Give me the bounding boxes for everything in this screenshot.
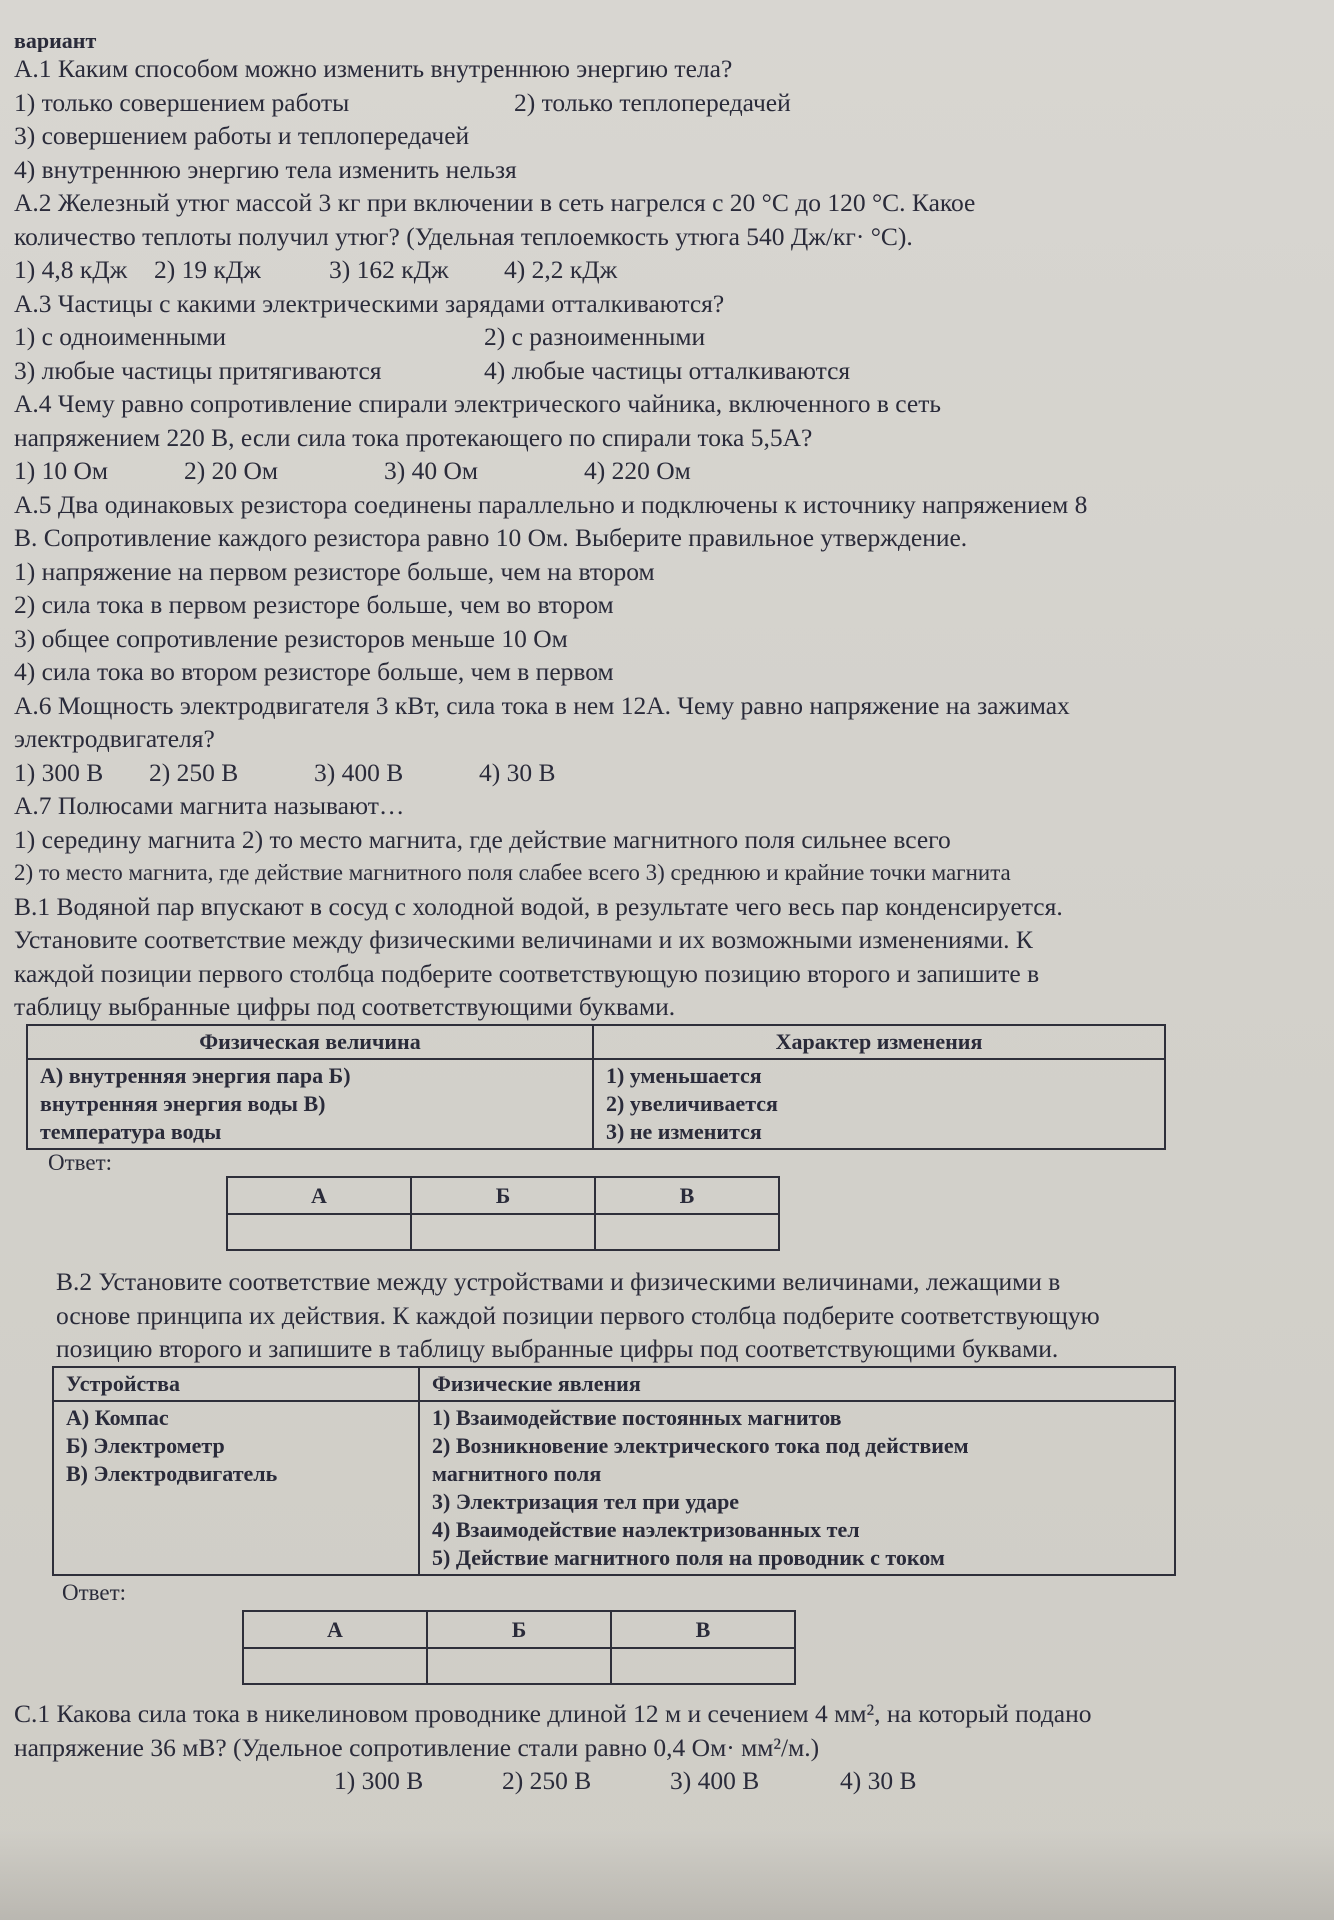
c1-option-4: 4) 30 В: [840, 1766, 917, 1795]
a7-options-line1: 1) середину магнита 2) то место магнита, где действие магнитного поля сильнее всего: [14, 824, 951, 854]
b2-left-2: Б) Электрометр: [66, 1432, 225, 1458]
b1-answer-label: Ответ:: [48, 1149, 113, 1175]
b2-right-2b: магнитного поля: [432, 1460, 602, 1486]
a5-option-1: 1) напряжение на первом резисторе больше, чем на втором: [14, 556, 655, 586]
a2-option-1: 1) 4,8 кДж: [14, 255, 128, 284]
b1-table-body-row: [27, 1059, 1165, 1149]
b2-table-body-row: [53, 1401, 1175, 1575]
page-shadow: [0, 1830, 1334, 1920]
c1-option-2: 2) 250 В: [502, 1766, 592, 1795]
b1-answer-col-c: В: [595, 1177, 779, 1215]
b2-matching-table: [52, 1366, 1176, 1576]
b1-answer-col-b: Б: [411, 1177, 595, 1215]
question-c1-line2: напряжение 36 мВ? (Удельное сопротивление стали равно 0,4 Ом· мм²/м.): [14, 1732, 820, 1762]
b2-answer-col-c: В: [611, 1611, 795, 1649]
a5-option-4: 4) сила тока во втором резисторе больше, чем в первом: [14, 657, 614, 686]
a2-option-2: 2) 19 кДж: [154, 255, 261, 284]
question-a6-line2: электродвигателя?: [14, 724, 215, 753]
question-b1-line4: таблицу выбранные цифры под соответствующими буквами.: [14, 992, 676, 1021]
a6-option-3: 3) 400 В: [314, 757, 404, 787]
a6-option-4: 4) 30 В: [479, 757, 556, 787]
question-b1-line2: Установите соответствие между физическими величинами и их возможными изменениями. К: [14, 925, 1033, 954]
question-a4-line1: А.4 Чему равно сопротивление спирали электрического чайника, включенного в сеть: [14, 389, 941, 418]
b1-right-cell: [593, 1059, 1165, 1149]
b1-left-line2: внутренняя энергия воды В): [40, 1090, 326, 1116]
a4-option-3: 3) 40 Ом: [384, 456, 479, 485]
b2-left-3: В) Электродвигатель: [66, 1460, 278, 1486]
a5-option-2: 2) сила тока в первом резисторе больше, чем во втором: [14, 590, 614, 619]
a1-options-row1: [14, 86, 1254, 120]
question-a3: А.3 Частицы с какими электрическими зарядами отталкиваются?: [14, 288, 725, 318]
b2-answer-col-a: А: [243, 1611, 427, 1649]
b2-answer-input-row: [243, 1648, 795, 1684]
a3-option-2: 2) с разноименными: [484, 322, 706, 351]
a3-option-4: 4) любые частицы отталкиваются: [484, 355, 851, 385]
b2-right-5: 5) Действие магнитного поля на проводник с током: [432, 1544, 945, 1570]
a3-options-row1: [14, 320, 1254, 354]
b2-right-3: 3) Электризация тел при ударе: [432, 1488, 740, 1514]
question-a6-line1: А.6 Мощность электродвигателя 3 кВт, сила тока в нем 12А. Чему равно напряжение на зажимах: [14, 690, 1070, 720]
b1-answer-input-row: [227, 1214, 779, 1250]
a4-option-1: 1) 10 Ом: [14, 456, 109, 485]
b1-right-2: 2) увеличивается: [606, 1090, 778, 1116]
b2-left-1: А) Компас: [66, 1404, 169, 1430]
a5-option-3: 3) общее сопротивление резисторов меньше 10 Ом: [14, 623, 568, 653]
a4-option-2: 2) 20 Ом: [184, 456, 279, 485]
worksheet-content: [14, 30, 1254, 1798]
b2-right-2a: 2) Возникновение электрического тока под действием: [432, 1432, 969, 1458]
a1-option-1: 1) только совершением работы: [14, 87, 350, 117]
a7-options-line2: 2) то место магнита, где действие магнитного поля слабее всего 3) среднюю и крайние точки магнита: [14, 860, 1011, 885]
b2-table-header-row: [53, 1367, 1175, 1401]
question-a7: А.7 Полюсами магнита называют…: [14, 791, 405, 820]
b2-left-cell: [53, 1401, 419, 1575]
b2-col1-header: Устройства: [53, 1367, 419, 1401]
b2-right-1: 1) Взаимодействие постоянных магнитов: [432, 1404, 842, 1430]
b2-answer-cell-a[interactable]: [243, 1648, 427, 1684]
b1-left-line3: температура воды: [40, 1118, 222, 1144]
question-b1-line3: каждой позиции первого столбца подберите соответствующую позицию второго и запишите в: [14, 958, 1040, 988]
a1-option-4: 4) внутреннюю энергию тела изменить нельзя: [14, 154, 517, 184]
question-a5-line1: А.5 Два одинаковых резистора соединены параллельно и подключены к источнику напряжением 8: [14, 489, 1088, 519]
b2-answer-col-b: Б: [427, 1611, 611, 1649]
a6-options: [14, 756, 1254, 790]
b1-col2-header: Характер изменения: [593, 1025, 1165, 1059]
b1-answer-cell-b[interactable]: [411, 1214, 595, 1250]
question-a2-line2: количество теплоты получил утюг? (Удельная теплоемкость утюга 540 Дж/кг· °С).: [14, 221, 913, 251]
b1-answer-col-a: А: [227, 1177, 411, 1215]
a4-options: [14, 454, 1254, 488]
question-b2-line2: основе принципа их действия. К каждой позиции первого столбца подберите соответствующую: [56, 1300, 1100, 1330]
a3-option-1: 1) с одноименными: [14, 322, 227, 351]
variant-header: вариант: [14, 30, 97, 52]
c1-option-3: 3) 400 В: [670, 1766, 760, 1795]
b2-answer-table: [242, 1610, 796, 1686]
question-a4-line2: напряжением 220 В, если сила тока протекающего по спирали тока 5,5А?: [14, 422, 813, 452]
question-a5-line2: В. Сопротивление каждого резистора равно 10 Ом. Выберите правильное утверждение.: [14, 523, 968, 552]
a3-options-row2: [14, 354, 1254, 388]
a1-option-2: 2) только теплопередачей: [514, 87, 791, 117]
question-b2-line3: позицию второго и запишите в таблицу выбранные цифры под соответствующими буквами.: [56, 1334, 1059, 1363]
a2-options: [14, 253, 1254, 287]
b1-answer-cell-a[interactable]: [227, 1214, 411, 1250]
a2-option-3: 3) 162 кДж: [329, 255, 449, 284]
b2-col2-header: Физические явления: [419, 1367, 1175, 1401]
b2-answer-label: Ответ:: [62, 1579, 127, 1605]
b1-table-header-row: [27, 1025, 1165, 1059]
b2-answer-header-row: [243, 1611, 795, 1649]
b1-left-cell: [27, 1059, 593, 1149]
b1-col1-header: Физическая величина: [27, 1025, 593, 1059]
c1-options: [14, 1764, 1254, 1798]
b1-right-1: 1) уменьшается: [606, 1062, 762, 1088]
a2-option-4: 4) 2,2 кДж: [504, 255, 618, 284]
c1-option-1: 1) 300 В: [334, 1766, 424, 1795]
question-a2-line1: А.2 Железный утюг массой 3 кг при включении в сеть нагрелся с 20 °С до 120 °С. Какое: [14, 188, 976, 217]
b1-answer-cell-c[interactable]: [595, 1214, 779, 1250]
question-b2-line1: В.2 Установите соответствие между устройствами и физическими величинами, лежащими в: [56, 1267, 1061, 1296]
b1-left-line1: А) внутренняя энергия пара Б): [40, 1062, 351, 1088]
a3-option-3: 3) любые частицы притягиваются: [14, 355, 382, 385]
a1-option-3: 3) совершением работы и теплопередачей: [14, 121, 470, 150]
question-c1-line1: С.1 Какова сила тока в никелиновом проводнике длиной 12 м и сечением 4 мм², на который подано: [14, 1699, 1092, 1728]
a4-option-4: 4) 220 Ом: [584, 456, 691, 485]
b2-right-4: 4) Взаимодействие наэлектризованных тел: [432, 1516, 860, 1542]
b2-answer-cell-b[interactable]: [427, 1648, 611, 1684]
a6-option-2: 2) 250 В: [149, 757, 239, 787]
b2-right-cell: [419, 1401, 1175, 1575]
question-a1: А.1 Каким способом можно изменить внутреннюю энергию тела?: [14, 54, 733, 83]
b1-right-3: 3) не изменится: [606, 1118, 762, 1144]
a6-option-1: 1) 300 В: [14, 757, 104, 787]
b1-matching-table: [26, 1024, 1166, 1150]
b2-answer-cell-c[interactable]: [611, 1648, 795, 1684]
question-b1-line1: В.1 Водяной пар впускают в сосуд с холодной водой, в результате чего весь пар конденсируется.: [14, 891, 1063, 921]
b1-answer-header-row: [227, 1177, 779, 1215]
b1-answer-table: [226, 1176, 780, 1252]
